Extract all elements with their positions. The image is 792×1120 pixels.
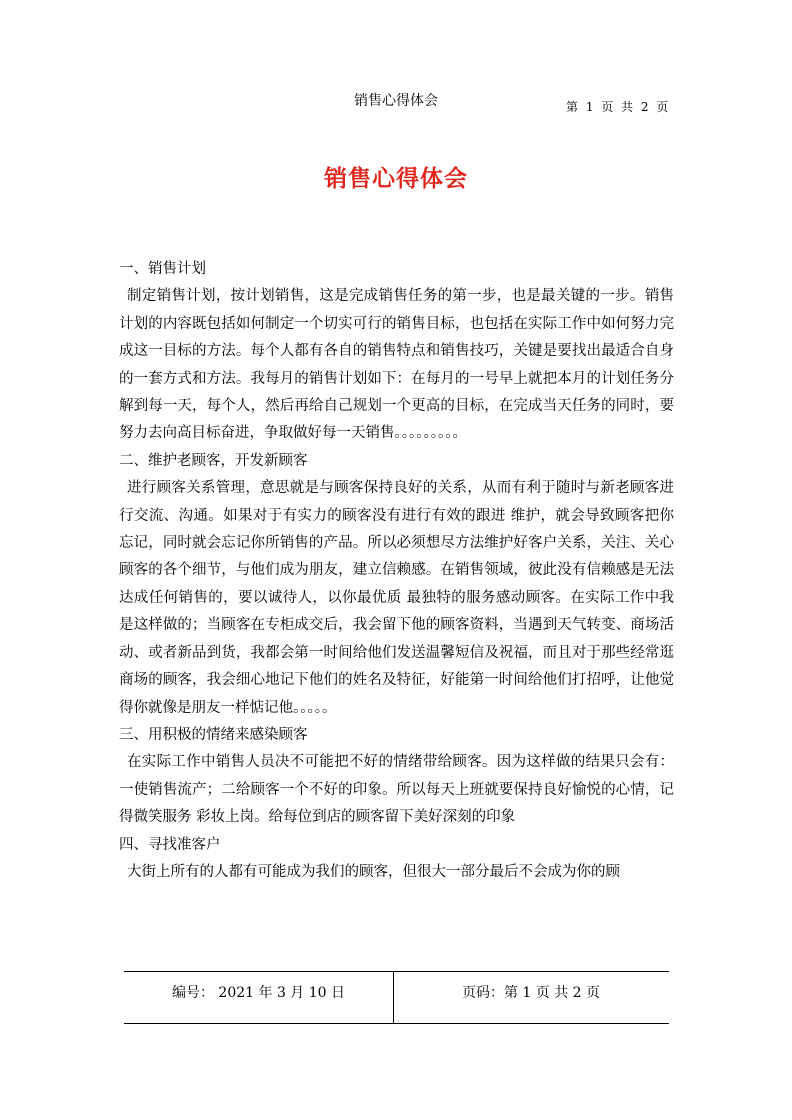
paragraph: 进行顾客关系管理，意思就是与顾客保持良好的关系，从而有利于随时与新老顾客进行交流、沟通。如果对于有实力的顾客没有进行有效的跟进 维护，就会导致顾客把你忘记，同时就会忘记你所销售的产品。所以必须想尽方法维护好客户关系，关注、关心顾客的各个细节，与他们成为朋友，建立信赖感。在销售领域，彼此没有信赖感是无法达成任何销售的，要以诚待人，以你最优质 最独特的服务感动顾客。在实际工作中我是这样做的；当顾客在专柜成交后，我会留下他的顾客资料，当遇到天气转变、商场活动、或者新品到货，我都会第一时间给他们发送温馨短信及祝福，而且对于那些经常逛商场的顾客，我会细心地记下他们的姓名及特征，好能第一时间给他们打招呼，让他觉得你就像是朋友一样惦记他。。。。。 [119,480,674,716]
section-heading: 二、维护老顾客，开发新顾客 [119,452,308,469]
paragraph: 制定销售计划，按计划销售，这是完成销售任务的第一步，也是最关键的一步。销售计划的内容既包括如何制定一个切实可行的销售目标，也包括在实际工作中如何努力完成这一目标的方法。每个人都有各自的销售特点和销售技巧，关键是要找出最适合自身的一套方式和方法。我每月的销售计划如下：在每月的一号早上就把本月的计划任务分解到每一天，每个人，然后再给自己规划一个更高的目标，在完成当天任务的同时，要努力去向高目标奋进，争取做好每一天销售。。。。。。。。。 [119,288,674,442]
document-title: 销售心得体会 [324,165,468,192]
section-heading: 一、销售计划 [119,261,206,277]
footer-top-rule [124,971,669,972]
footer-serial-date: 编号： 2021 年 3 月 10 日 [171,985,346,1001]
document-body [119,256,674,886]
footer-page-number: 页码：第 1 页 共 2 页 [461,985,601,1001]
paragraph: 大街上所有的人都有可能成为我们的顾客，但很大一部分最后不会成为你的顾 [127,863,620,880]
section-heading: 三、用积极的情绪来感染顾客 [119,726,308,743]
running-header-page-info: 第 1 页 共 2 页 [566,100,671,114]
section-heading: 四、寻找准客户 [119,836,221,853]
footer-bottom-rule [124,1023,669,1024]
running-header-title: 销售心得体会 [354,93,438,109]
paragraph: 在实际工作中销售人员决不可能把不好的情绪带给顾客。因为这样做的结果只会有：一使销售流产；二给顾客一个不好的印象。所以每天上班就要保持良好愉悦的心情，记得微笑服务 彩妆上岗。给每位到店的顾客留下美好深刻的印象 [119,754,674,826]
